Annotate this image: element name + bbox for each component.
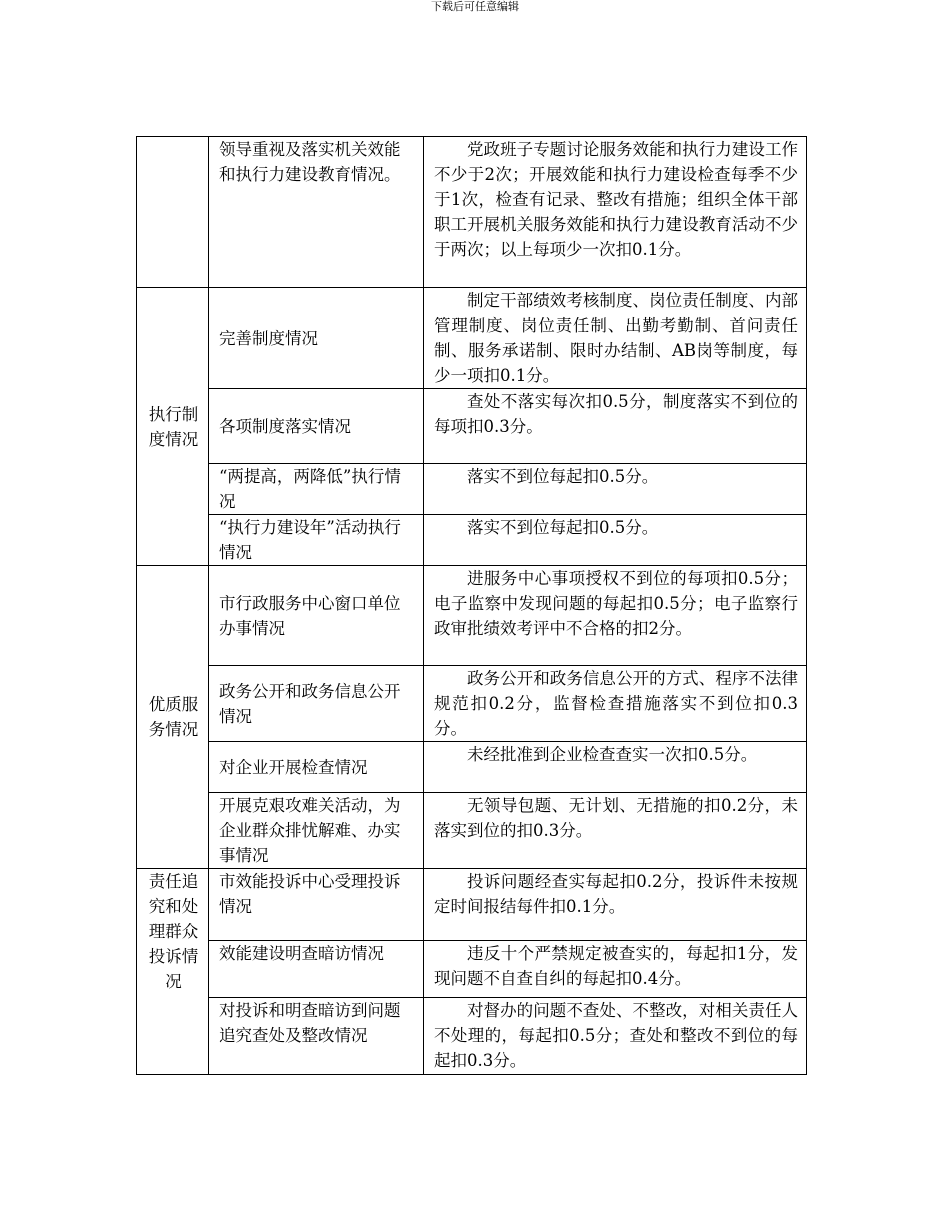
criteria-cell: 制定干部绩效考核制度、岗位责任制度、内部管理制度、岗位责任制、出勤考勤制、首问责任制、服务承诺制、限时办结制、AB岗等制度，每少一项扣0.1分。 <box>424 288 807 389</box>
assessment-table <box>136 136 807 1075</box>
criteria-cell: 进服务中心事项授权不到位的每项扣0.5分；电子监察中发现问题的每起扣0.5分；电子监察行政审批绩效考评中不合格的扣2分。 <box>424 566 807 666</box>
criteria-cell: 落实不到位每起扣0.5分。 <box>424 464 807 515</box>
item-cell: 市行政服务中心窗口单位办事情况 <box>209 566 424 666</box>
category-exec: 执行制度情况 <box>137 288 209 566</box>
table-row <box>137 666 807 742</box>
item-cell: “两提高，两降低”执行情况 <box>209 464 424 515</box>
item-cell: 完善制度情况 <box>209 288 424 389</box>
item-cell: 对企业开展检查情况 <box>209 742 424 793</box>
criteria-cell: 政务公开和政务信息公开的方式、程序不法律规范扣0.2分，监督检查措施落实不到位扣0.3分。 <box>424 666 807 742</box>
item-cell: 开展克艰攻难关活动，为企业群众排忧解难、办实事情况 <box>209 793 424 869</box>
table-row <box>137 464 807 515</box>
criteria-cell: 落实不到位每起扣0.5分。 <box>424 515 807 566</box>
page-header-note: 下载后可任意编辑 <box>431 0 519 13</box>
item-cell: 各项制度落实情况 <box>209 389 424 464</box>
item-cell: 市效能投诉中心受理投诉情况 <box>209 869 424 941</box>
item-cell: 对投诉和明查暗访到问题追究查处及整改情况 <box>209 998 424 1075</box>
table-row <box>137 566 807 666</box>
category-cell-empty <box>137 137 209 288</box>
criteria-cell: 投诉问题经查实每起扣0.2分，投诉件未按规定时间报结每件扣0.1分。 <box>424 869 807 941</box>
category-resp: 责任追究和处理群众投诉情况 <box>137 869 209 1075</box>
table-row <box>137 941 807 998</box>
criteria-cell: 未经批准到企业检查查实一次扣0.5分。 <box>424 742 807 793</box>
criteria-cell: 违反十个严禁规定被查实的，每起扣1分，发现问题不自查自纠的每起扣0.4分。 <box>424 941 807 998</box>
item-cell: “执行力建设年”活动执行情况 <box>209 515 424 566</box>
item-cell: 领导重视及落实机关效能和执行力建设教育情况。 <box>209 137 424 288</box>
table-row <box>137 288 807 389</box>
category-service: 优质服务情况 <box>137 566 209 869</box>
criteria-cell: 党政班子专题讨论服务效能和执行力建设工作不少于2次；开展效能和执行力建设检查每季不少于1次，检查有记录、整改有措施；组织全体干部职工开展机关服务效能和执行力建设教育活动不少于两次；以上每项少一次扣0.1分。 <box>424 137 807 288</box>
table-row <box>137 137 807 288</box>
item-cell: 政务公开和政务信息公开情况 <box>209 666 424 742</box>
criteria-cell: 无领导包题、无计划、无措施的扣0.2分，未落实到位的扣0.3分。 <box>424 793 807 869</box>
table-row <box>137 742 807 793</box>
table-row <box>137 793 807 869</box>
table-row <box>137 869 807 941</box>
criteria-cell: 对督办的问题不查处、不整改，对相关责任人不处理的，每起扣0.5分；查处和整改不到位的每起扣0.3分。 <box>424 998 807 1075</box>
table-row <box>137 998 807 1075</box>
table-row <box>137 389 807 464</box>
item-cell: 效能建设明查暗访情况 <box>209 941 424 998</box>
criteria-cell: 查处不落实每次扣0.5分，制度落实不到位的每项扣0.3分。 <box>424 389 807 464</box>
table-row <box>137 515 807 566</box>
